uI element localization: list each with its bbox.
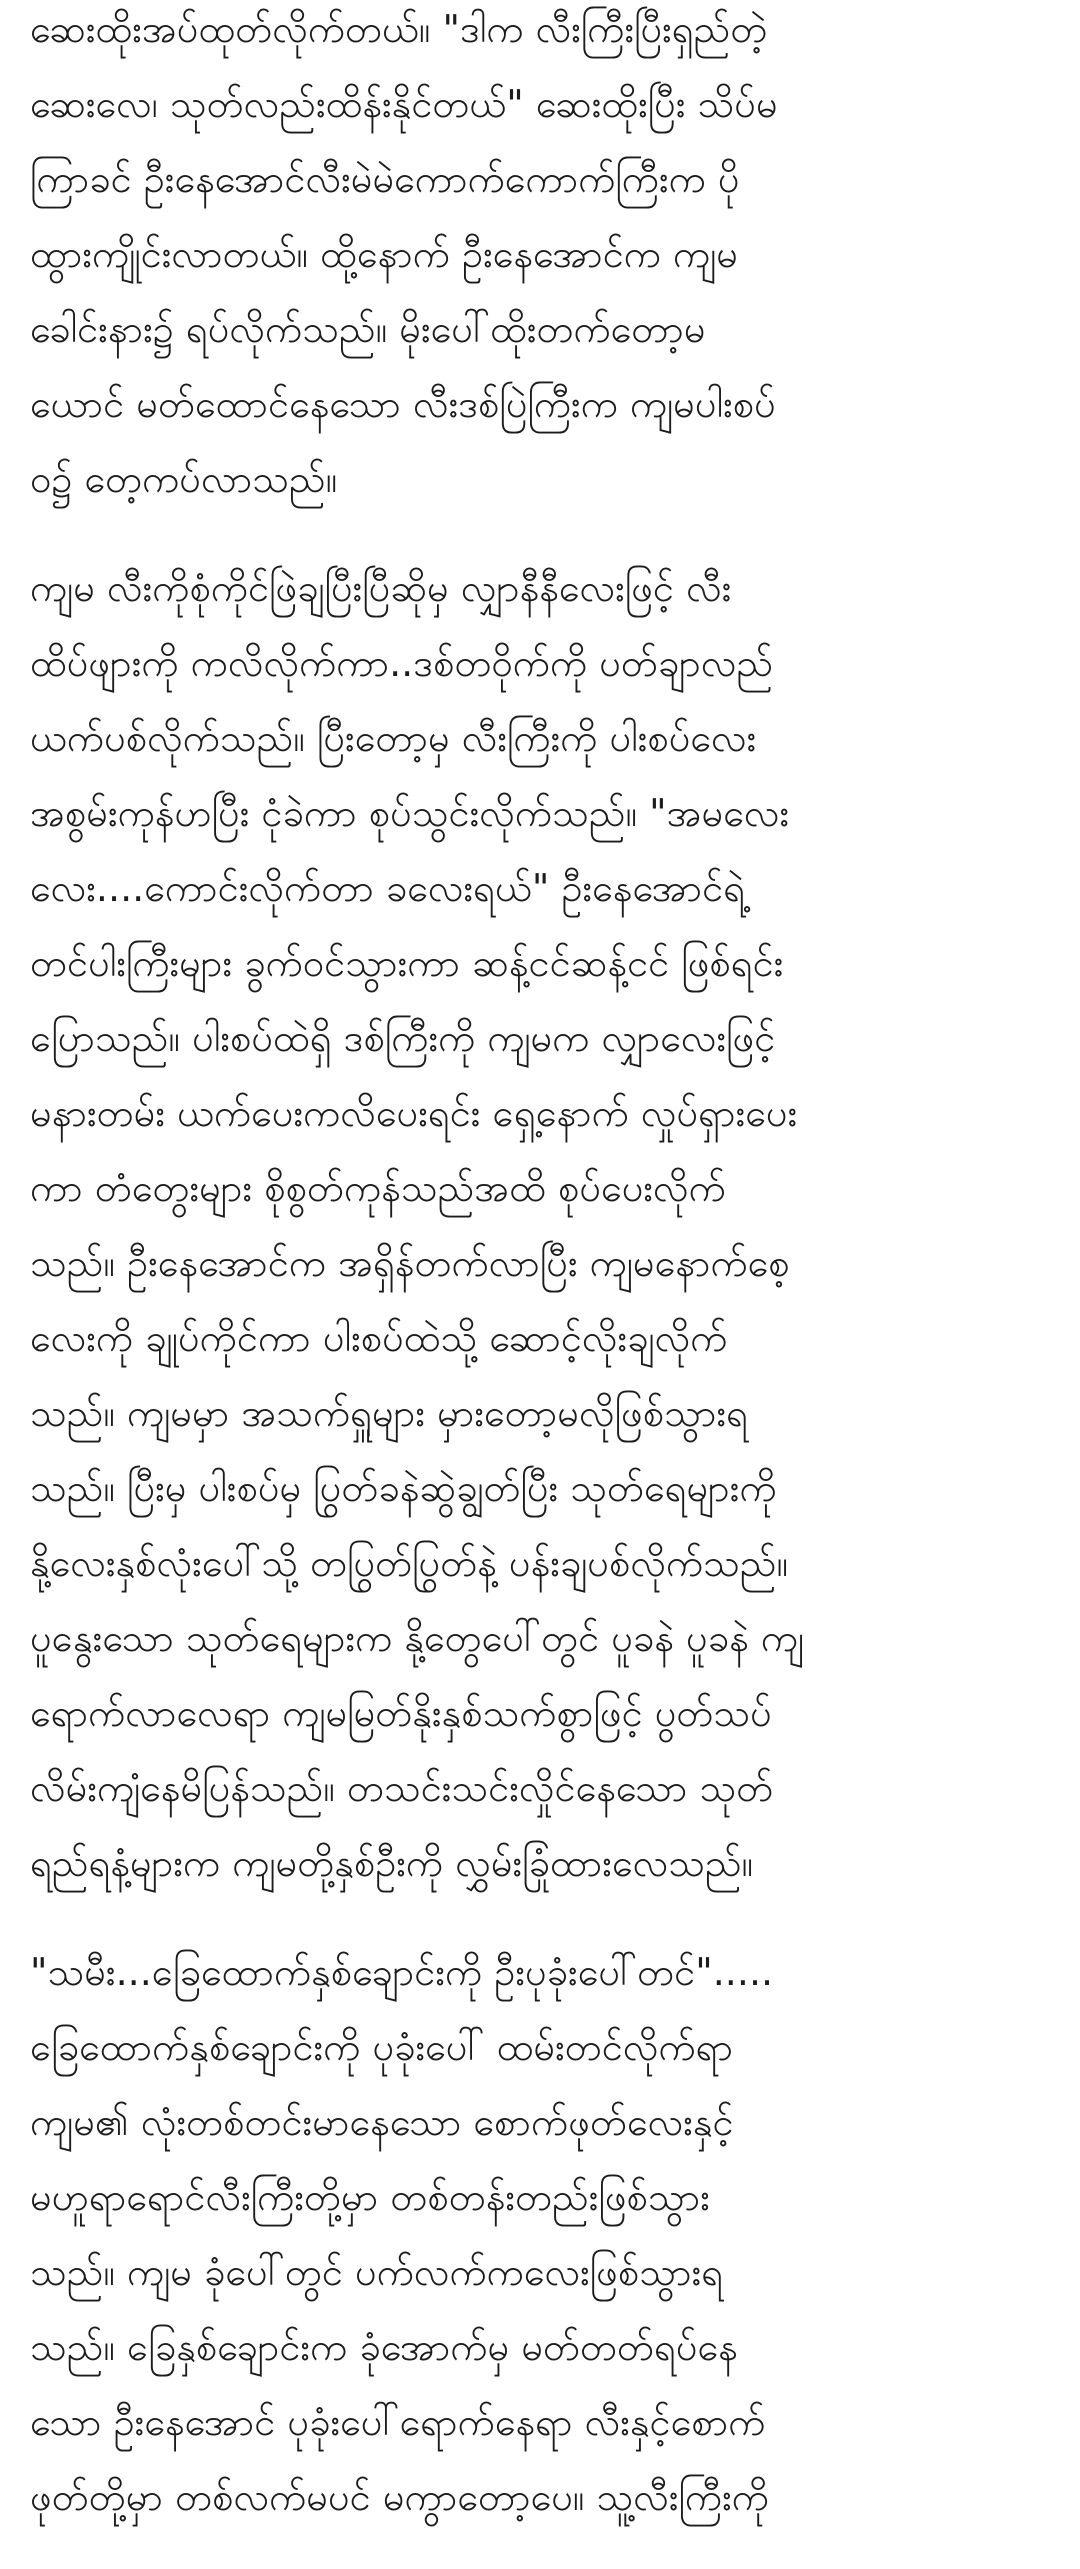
text-line: ကာ တံတွေးများ စိုစွတ်ကုန်သည်အထိ စုပ်ပေးလိုက် [30, 1166, 726, 1210]
text-line: သည်။ ပြီးမှ ပါးစပ်မှ ပြွတ်ခနဲဆွဲချွတ်ပြီး သုတ်ရေများကို [30, 1466, 777, 1510]
text-line: သော ဦးနေအောင် ပုခုံးပေါ်ရောက်နေရာ လီးနှင့်စောက် [30, 2400, 766, 2444]
text-line: လိမ်းကျံနေမိပြန်သည်။ တသင်းသင်းလှိုင်နေသော သုတ် [30, 1766, 774, 1810]
paragraph [30, 551, 1052, 1901]
text-line: ထိပ်ဖျားကို ကလိလိုက်ကာ..ဒစ်တဝိုက်ကို ပတ်ချာလည် [30, 641, 774, 685]
text-line: "သမီး...ခြေထောက်နှစ်ချောင်းကို ဦးပုခုံးပေါ်တင်"..... [30, 1950, 774, 1994]
text-line: တင်ပါးကြီးများ ခွက်ဝင်သွားကာ ဆန့်ငင်ဆန့်ငင် ဖြစ်ရင်း [30, 941, 784, 985]
text-line: သည်။ ခြေနှစ်ချောင်းက ခုံအောက်မှ မတ်တတ်ရပ်နေ [30, 2325, 738, 2369]
text-line: သည်။ ကျမ ခုံပေါ်တွင် ပက်လက်ကလေးဖြစ်သွားရ [30, 2250, 724, 2294]
text-line: သည်။ ကျမမှာ အသက်ရှူများ မှားတော့မလိုဖြစ်သွားရ [30, 1391, 748, 1435]
text-line: ကြာခင် ဦးနေအောင်လီးမဲမဲကောက်ကောက်ကြီးက ပို [30, 157, 740, 201]
text-line: နို့လေးနှစ်လုံးပေါ်သို့ တပြွတ်ပြွတ်နဲ့ ပန်းချပစ်လိုက်သည်။ [30, 1541, 789, 1585]
text-line: ယက်ပစ်လိုက်သည်။ ပြီးတော့မှ လီးကြီးကို ပါးစပ်လေး [30, 716, 757, 760]
text-line: ရောက်လာလေရာ ကျမမြတ်နိုးနှစ်သက်စွာဖြင့် ပွတ်သပ် [30, 1691, 772, 1735]
story-text [30, 0, 1052, 2569]
text-line: အစွမ်းကုန်ဟပြီး ငုံခဲကာ စုပ်သွင်းလိုက်သည်။ "အမလေး [30, 791, 790, 835]
text-line: မဟူရာရောင်လီးကြီးတို့မှာ တစ်တန်းတည်းဖြစ်သွား [30, 2175, 710, 2219]
text-line: ခြေထောက်နှစ်ချောင်းကို ပုခုံးပေါ် ထမ်းတင်လိုက်ရာ [30, 2025, 734, 2069]
text-line: လေးကို ချုပ်ကိုင်ကာ ပါးစပ်ထဲသို့ ဆောင့်လိုးချလိုက် [30, 1316, 728, 1360]
text-line: ကျမ လီးကိုစုံကိုင်ဖြဲချပြီးပြီဆိုမှ လျှာနီနီလေးဖြင့် လီး [30, 566, 732, 610]
text-line: ဝ၌ တေ့ကပ်လာသည်။ [30, 457, 338, 501]
text-line: ပြောသည်။ ပါးစပ်ထဲရှိ ဒစ်ကြီးကို ကျမက လျှာလေးဖြင့် [30, 1016, 776, 1060]
text-line: ခေါင်းနား၌ ရပ်လိုက်သည်။ မိုးပေါ်ထိုးတက်တော့မ [30, 307, 706, 351]
text-line: ပူနွေးသော သုတ်ရေများက နို့တွေပေါ်တွင် ပူခနဲ ပူခနဲ ကျ [30, 1616, 805, 1660]
paragraph [30, 1935, 1052, 2535]
text-line: ဆေးလေ၊ သုတ်လည်းထိန်းနိုင်တယ်" ဆေးထိုးပြီး သိပ်မ [30, 82, 778, 126]
text-line: ဆေးထိုးအပ်ထုတ်လိုက်တယ်။ "ဒါက လီးကြီးပြီးရှည်တဲ့ [30, 7, 768, 51]
text-line: ထွားကျိုင်းလာတယ်။ ထို့နောက် ဦးနေအောင်က ကျမ [30, 232, 738, 276]
text-line: လေး....ကောင်းလိုက်တာ ခလေးရယ်" ဦးနေအောင်ရဲ့ [30, 866, 746, 910]
text-line: ဖုတ်တို့မှာ တစ်လက်မပင် မကွာတော့ပေ။ သူ့လီးကြီးကို [30, 2475, 769, 2519]
text-line: ရည်ရနံ့များက ကျမတို့နှစ်ဦးကို လွှမ်းခြုံထားလေသည်။ [30, 1841, 754, 1885]
text-line: ယောင် မတ်ထောင်နေသော လီးဒစ်ပြဲကြီးက ကျမပါးစပ် [30, 382, 776, 426]
text-line: မနားတမ်း ယက်ပေးကလိပေးရင်း ရှေ့နောက် လှုပ်ရှားပေး [30, 1091, 798, 1135]
paragraph [30, 0, 1052, 517]
text-line: ကျမ၏ လုံးတစ်တင်းမာနေသော စောက်ဖုတ်လေးနှင့် [30, 2100, 734, 2144]
text-line: သည်။ ဦးနေအောင်က အရှိန်တက်လာပြီး ကျမနောက်စေ့ [30, 1241, 790, 1285]
